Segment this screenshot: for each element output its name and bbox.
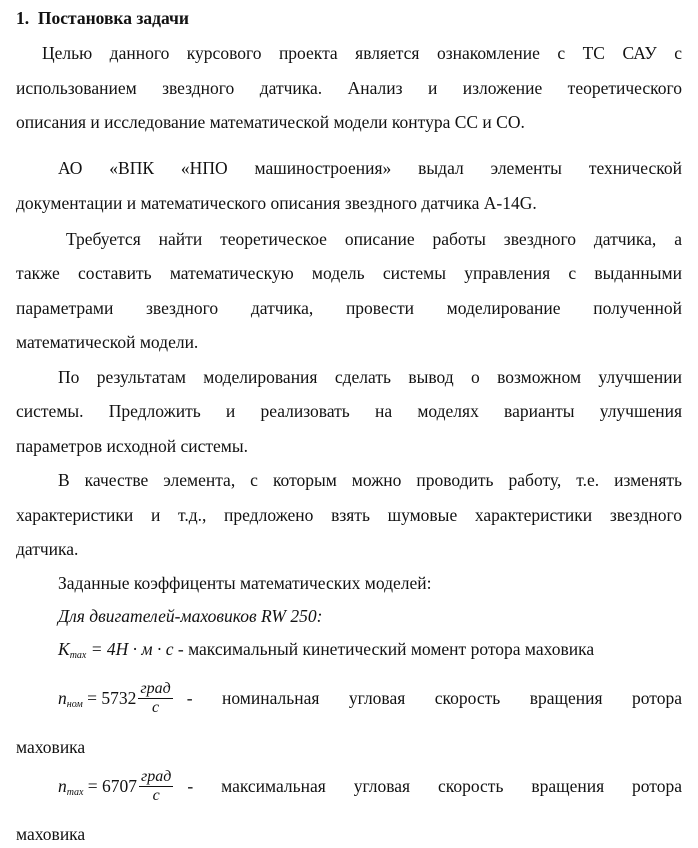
p1-line-2: использованием звездного датчика. Анализ и изложение теоретического — [16, 78, 682, 98]
p5-line-1: В качестве элемента, с которым можно проводить работу, т.е. изменять — [58, 470, 682, 490]
p2-line-2: документации и математического описания звездного датчика А-14G. — [16, 193, 537, 213]
p4-line-3: параметров исходной системы. — [16, 436, 249, 456]
p4-line-2: системы. Предложить и реализовать на моделях варианты улучшения — [16, 401, 682, 421]
nmax-description: - максимальная угловая скорость вращения ротора — [187, 776, 682, 796]
section-number: 1. — [16, 8, 30, 28]
nnom-subscript: ном — [66, 698, 83, 710]
p3-line-2: также составить математическую модель системы управления с выданными — [16, 263, 682, 283]
p5-line-2: характеристики и т.д., предложено взять шумовые характеристики звездного — [16, 505, 682, 525]
subheading-rw250: Для двигателей-маховиков RW 250: — [58, 606, 323, 626]
kmax-description: - максимальный кинетический момент ротора маховика — [177, 639, 595, 659]
nmax-subscript: max — [66, 786, 84, 798]
formula-nnom — [58, 680, 682, 717]
nmax-fraction — [139, 768, 173, 805]
formula-kmax — [58, 639, 594, 661]
nnom-fraction-denominator: с — [151, 699, 160, 716]
p5-line-3: датчика. — [16, 539, 79, 559]
nnom-description: - номинальная угловая скорость вращения ротора — [186, 688, 682, 708]
coefficients-intro: Заданные коэффиценты математических моделей: — [58, 573, 432, 593]
p3-line-3: параметрами звездного датчика, провести моделирование полученной — [16, 298, 682, 318]
kmax-symbol: K — [58, 639, 70, 659]
nnom-fraction — [138, 680, 172, 717]
nnom-symbol: n — [58, 687, 67, 708]
section-heading — [16, 6, 682, 30]
p3-line-4: математической модели. — [16, 332, 199, 352]
nmax-continuation: маховика — [16, 824, 86, 844]
nmax-value: = 6707 — [87, 775, 138, 796]
section-title: Постановка задачи — [37, 8, 189, 28]
nnom-value: = 5732 — [87, 687, 137, 708]
nnom-fraction-numerator: град — [140, 680, 171, 697]
kmax-expression: = 4H · м · с — [90, 639, 174, 659]
p2-line-1: АО «ВПК «НПО машиностроения» выдал элементы технической — [58, 158, 682, 178]
nmax-fraction-denominator: с — [152, 787, 160, 804]
p3-line-1: Требуется найти теоретическое описание работы звездного датчика, а — [66, 229, 682, 249]
kmax-subscript: max — [69, 650, 87, 661]
nmax-symbol: n — [58, 775, 67, 796]
nmax-fraction-numerator: град — [141, 768, 172, 785]
formula-nmax — [58, 768, 682, 805]
p1-line-1: Целью данного курсового проекта является ознакомление с ТС САУ с — [42, 43, 682, 63]
p4-line-1: По результатам моделирования сделать вывод о возможном улучшении — [58, 367, 682, 387]
nnom-continuation: маховика — [16, 737, 86, 757]
p1-line-3: описания и исследование математической модели контура СС и СО. — [16, 112, 525, 132]
